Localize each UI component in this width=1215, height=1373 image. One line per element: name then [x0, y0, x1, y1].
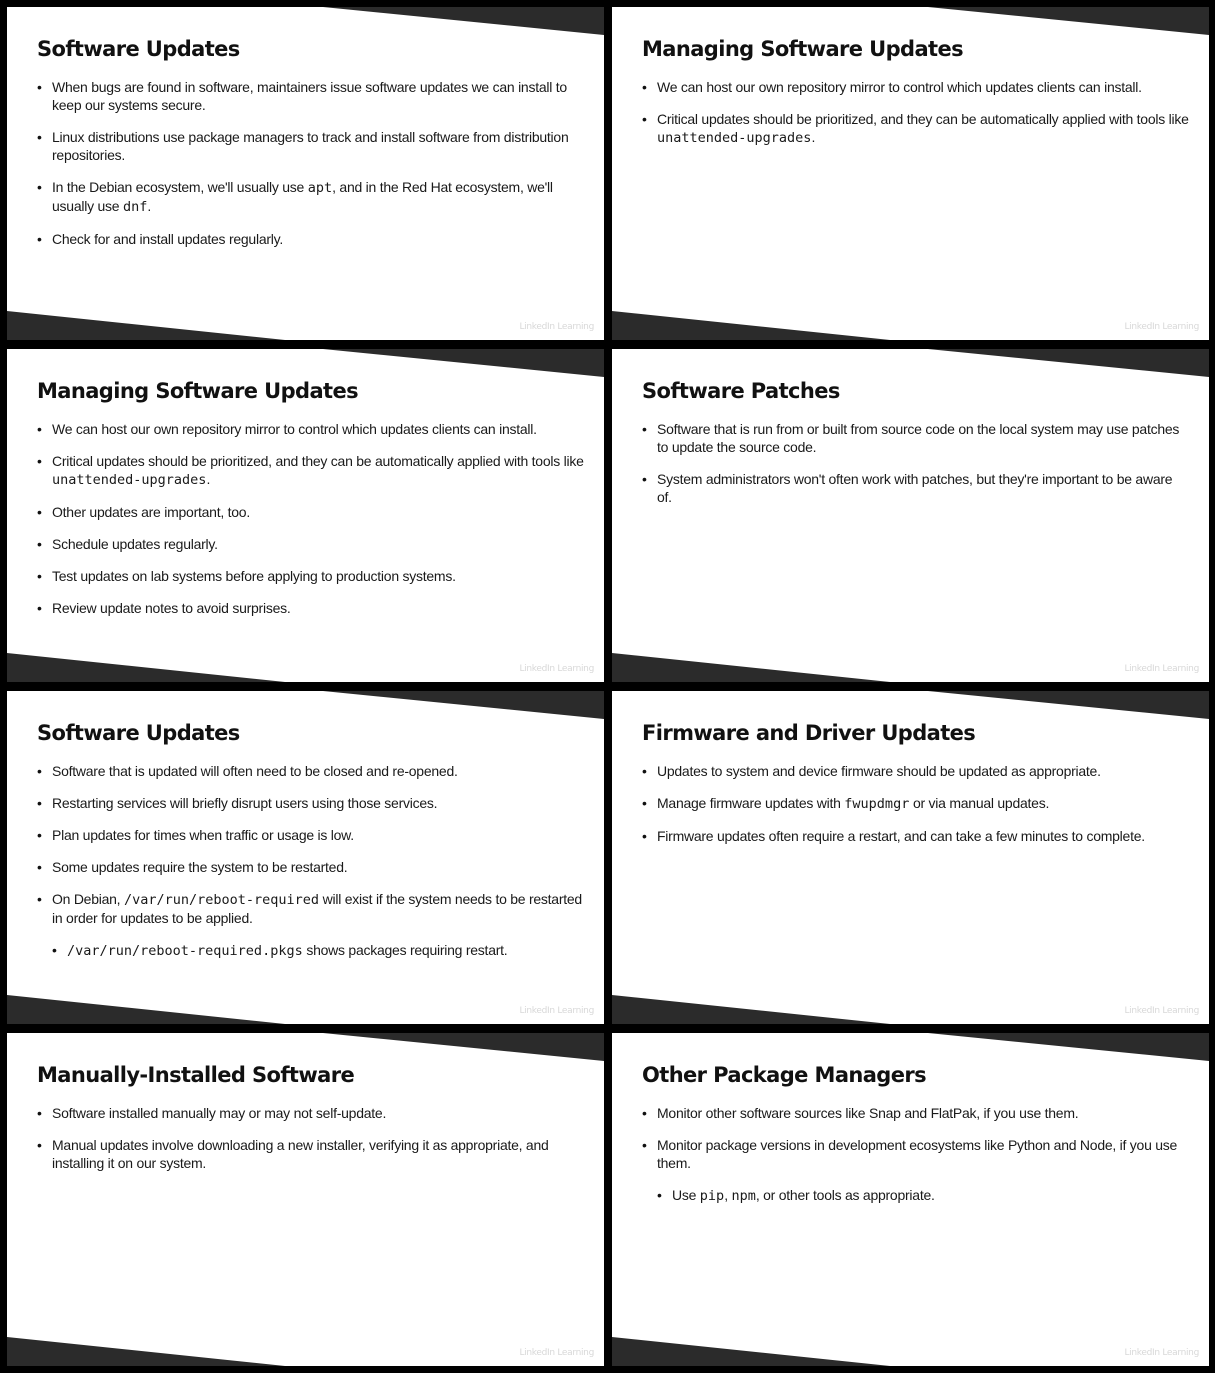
bullet-item	[37, 1104, 585, 1122]
bullet-text: Monitor package versions in development ecosystems like Python and Node, if you use them.	[657, 1137, 1178, 1171]
bullet-item	[642, 794, 1190, 813]
bullet-text: Use	[672, 1187, 700, 1203]
bottom-left-band	[612, 1337, 890, 1366]
inline-code: unattended-upgrades	[52, 472, 207, 488]
sub-bullet-item	[657, 1186, 1190, 1205]
watermark-logo: LinkedIn Learning	[519, 664, 594, 674]
watermark-logo: LinkedIn Learning	[1124, 322, 1199, 332]
slide-title: Other Package Managers	[642, 1063, 927, 1087]
slide-4	[612, 349, 1209, 682]
sub-bullet-item	[52, 941, 585, 960]
slide-2	[612, 7, 1209, 340]
bullet-item	[37, 826, 585, 844]
bullet-text: In the Debian ecosystem, we'll usually use	[52, 179, 308, 195]
watermark-logo: LinkedIn Learning	[1124, 1006, 1199, 1016]
top-right-band	[323, 1033, 604, 1061]
bullet-text: Plan updates for times when traffic or usage is low.	[52, 827, 354, 843]
top-right-band	[323, 349, 604, 377]
bottom-left-band	[612, 311, 890, 340]
slide-title: Manually-Installed Software	[37, 1063, 355, 1087]
bullet-item	[642, 1136, 1190, 1172]
inline-code: fwupdmgr	[844, 796, 910, 812]
bullet-list	[37, 762, 585, 974]
bullet-text: .	[206, 471, 211, 487]
bullet-text: Some updates require the system to be restarted.	[52, 859, 348, 875]
bullet-item	[37, 762, 585, 780]
slide-title: Software Updates	[37, 37, 240, 61]
top-right-band	[928, 7, 1209, 35]
bullet-item	[37, 452, 585, 489]
bullet-text: , and in the Red Hat ecosystem, we'll usually use	[52, 179, 553, 214]
bullet-text: Check for and install updates regularly.	[52, 231, 283, 247]
bullet-item	[37, 503, 585, 521]
bullet-item	[37, 420, 585, 438]
bullet-text: Software that is run from or built from source code on the local system may use patches to update the source code.	[657, 421, 1180, 455]
bullet-text: Review update notes to avoid surprises.	[52, 600, 291, 616]
inline-code: /var/run/reboot-required.pkgs	[67, 943, 303, 959]
bottom-left-band	[612, 653, 890, 682]
bullet-list	[37, 420, 585, 631]
bullet-text: When bugs are found in software, maintainers issue software updates we can install to keep our systems secure.	[52, 79, 567, 113]
bullet-list	[642, 1104, 1190, 1219]
inline-code: pip	[699, 1188, 725, 1204]
bullet-item	[37, 858, 585, 876]
bullet-item	[37, 535, 585, 553]
slide-title: Firmware and Driver Updates	[642, 721, 976, 745]
slide-title: Software Patches	[642, 379, 840, 403]
top-right-band	[323, 691, 604, 719]
slide-8	[612, 1033, 1209, 1366]
bullet-item	[642, 1104, 1190, 1122]
bullet-item	[37, 567, 585, 585]
bullet-text: Linux distributions use package managers to track and install software from distribution repositories.	[52, 129, 569, 163]
top-right-band	[928, 1033, 1209, 1061]
bullet-item	[37, 794, 585, 812]
bullet-item	[37, 128, 585, 164]
watermark-logo: LinkedIn Learning	[519, 1006, 594, 1016]
bullet-text: shows packages requiring restart.	[302, 942, 508, 958]
bullet-item	[642, 420, 1190, 456]
watermark-logo: LinkedIn Learning	[1124, 664, 1199, 674]
bullet-list	[37, 1104, 585, 1186]
bullet-text: Manage firmware updates with	[657, 795, 845, 811]
top-right-band	[928, 691, 1209, 719]
inline-code: apt	[307, 180, 333, 196]
bullet-item	[642, 827, 1190, 845]
bullet-item	[37, 178, 585, 216]
bullet-item	[37, 1136, 585, 1172]
inline-code: dnf	[122, 199, 148, 215]
bullet-text: We can host our own repository mirror to control which updates clients can install.	[52, 421, 537, 437]
bullet-item	[642, 762, 1190, 780]
bullet-text: Test updates on lab systems before applying to production systems.	[52, 568, 456, 584]
bullet-item	[37, 599, 585, 617]
bullet-text: System administrators won't often work with patches, but they're important to be aware of.	[657, 471, 1173, 505]
bullet-text: Manual updates involve downloading a new installer, verifying it as appropriate, and installing it on our system.	[52, 1137, 549, 1171]
bottom-left-band	[7, 653, 285, 682]
top-right-band	[323, 7, 604, 35]
watermark-logo: LinkedIn Learning	[519, 322, 594, 332]
slide-title: Software Updates	[37, 721, 240, 745]
slide-title: Managing Software Updates	[642, 37, 963, 61]
bullet-list	[642, 762, 1190, 859]
bullet-text: Software that is updated will often need to be closed and re-opened.	[52, 763, 458, 779]
bullet-list	[37, 78, 585, 262]
slide-3	[7, 349, 604, 682]
inline-code: /var/run/reboot-required	[123, 892, 320, 908]
bullet-text: Software installed manually may or may not self-update.	[52, 1105, 387, 1121]
slide-6	[612, 691, 1209, 1024]
bullet-text: On Debian,	[52, 891, 124, 907]
bullet-text: Critical updates should be prioritized, and they can be automatically applied with tools like	[52, 453, 584, 469]
bullet-item	[642, 78, 1190, 96]
bullet-text: Updates to system and device firmware should be updated as appropriate.	[657, 763, 1101, 779]
bullet-item	[37, 230, 585, 248]
inline-code: unattended-upgrades	[657, 130, 812, 146]
bullet-text: .	[811, 129, 816, 145]
bullet-text: Firmware updates often require a restart, and can take a few minutes to complete.	[657, 828, 1145, 844]
slide-5	[7, 691, 604, 1024]
slide-title: Managing Software Updates	[37, 379, 358, 403]
bullet-text: , or other tools as appropriate.	[755, 1187, 935, 1203]
bottom-left-band	[7, 311, 285, 340]
bullet-text: ,	[724, 1187, 732, 1203]
watermark-logo: LinkedIn Learning	[519, 1348, 594, 1358]
bullet-text: Restarting services will briefly disrupt users using those services.	[52, 795, 438, 811]
slide-1	[7, 7, 604, 340]
bullet-item	[642, 470, 1190, 506]
slide-7	[7, 1033, 604, 1366]
bullet-item	[37, 890, 585, 927]
bullet-item	[642, 110, 1190, 147]
bullet-text: We can host our own repository mirror to control which updates clients can install.	[657, 79, 1142, 95]
bottom-left-band	[7, 995, 285, 1024]
bullet-text: or via manual updates.	[909, 795, 1050, 811]
bullet-text: Other updates are important, too.	[52, 504, 250, 520]
bullet-text: Monitor other software sources like Snap and FlatPak, if you use them.	[657, 1105, 1079, 1121]
bullet-list	[642, 78, 1190, 161]
bullet-item	[37, 78, 585, 114]
bottom-left-band	[612, 995, 890, 1024]
inline-code: npm	[731, 1188, 756, 1204]
bullet-text: .	[147, 198, 151, 214]
bottom-left-band	[7, 1337, 285, 1366]
watermark-logo: LinkedIn Learning	[1124, 1348, 1199, 1358]
bullet-text: Critical updates should be prioritized, and they can be automatically applied with tools like	[657, 111, 1189, 127]
bullet-list	[642, 420, 1190, 520]
bullet-text: will exist if the system needs to be restarted in order for updates to be applied.	[52, 891, 582, 926]
bullet-text: Schedule updates regularly.	[52, 536, 218, 552]
top-right-band	[928, 349, 1209, 377]
